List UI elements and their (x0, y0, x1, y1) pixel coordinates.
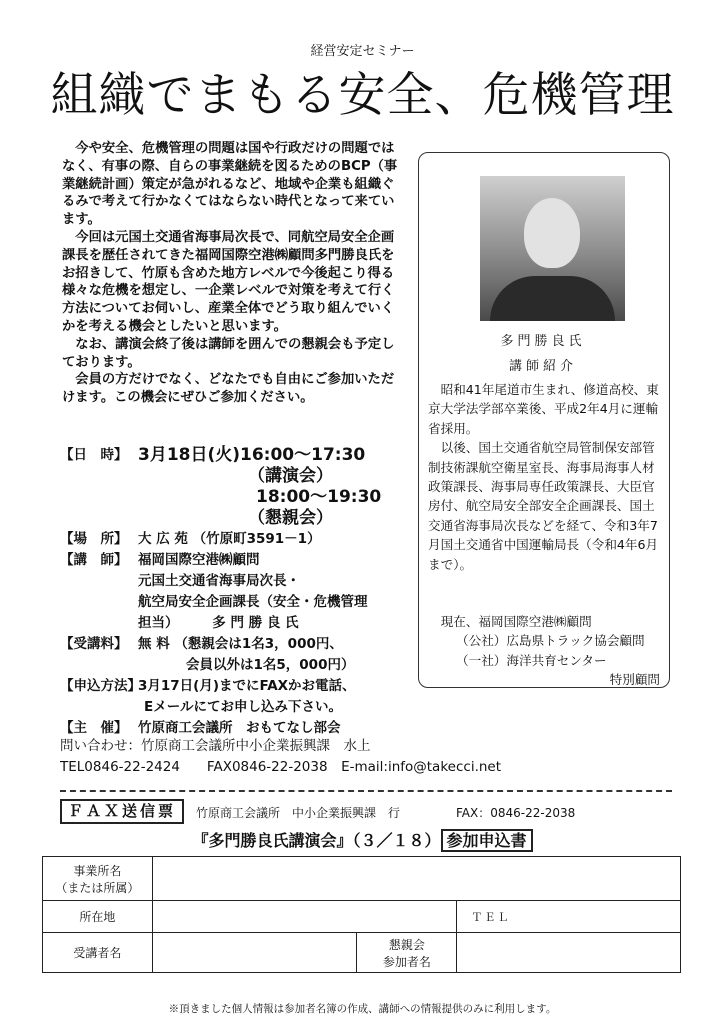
contact-numbers: TEL0846-22-2424 FAX0846-22-2038 E-mail:info@takecci.net (60, 759, 502, 775)
fax-badge: ＦＡＸ送信票 (60, 799, 184, 824)
lecturer-row (60, 550, 420, 634)
date-line: （講演会） (248, 466, 333, 486)
company-sublabel: （または所属） (55, 880, 140, 895)
intro-paragraph: 今回は元国土交通省海事局次長で、同航空局安全企画課長を歴任されてきた福岡国際空港㈱顧問多門勝良氏をお招きして、竹原も含めた地方レベルで今後起こり得る様々な危機を想定し、一企業レベルで対策を考えて行く方法についてお伺いし、産業全体でどう取り組んでいくかを考える機会としたいと思います。 (62, 229, 395, 334)
attendee-input-cell[interactable] (152, 933, 357, 973)
contact-info (60, 736, 501, 778)
profile-affiliations (428, 612, 660, 690)
lecturer-line: 福岡国際空港㈱顧問 (138, 552, 260, 568)
party-label: 懇親会 (388, 937, 425, 952)
page-title: 組織でまもる安全、危機管理 (50, 68, 675, 123)
place-label: 【場 所】 (60, 531, 128, 547)
fee-label: 【受講料】 (60, 636, 128, 652)
fax-destination: 竹原商工会議所 中小企業振興課 行 (196, 806, 401, 820)
fee-line: 無 料 （懇親会は1名3，000円、 (138, 636, 343, 652)
lecturer-photo (480, 176, 625, 321)
photo-caption: 多門勝良氏 (500, 334, 586, 349)
date-row (60, 445, 420, 529)
intro-paragraph: なお、講演会終了後は講師を囲んでの懇親会も予定しております。 (62, 336, 395, 370)
company-label-cell (43, 857, 153, 901)
application-form (42, 856, 681, 973)
profile-text (428, 380, 660, 574)
company-label: 事業所名 (73, 863, 122, 878)
apply-label: 【申込方法】 (60, 678, 141, 694)
place-value: 大 広 苑 （竹原町3591－1） (138, 531, 321, 547)
profile-paragraph: 以後、国土交通省航空局管制保安部管制技術課航空衛星室長、海事局海事人材政策課長、海事局専任政策課長、大臣官房付、航空局安全部安全企画課長、国土交通省海事局次長などを経て、令和3年7月国土交通省中国運輸局長（令和4年6月まで）。 (428, 440, 659, 572)
fax-number: FAX：0846-22-2038 (456, 806, 576, 820)
affiliation-item: 特別顧問 (609, 672, 660, 688)
host-value: 竹原商工会議所 おもてなし部会 (138, 720, 341, 736)
party-input-cell[interactable] (457, 933, 681, 973)
date-line: 3月18日(火)16:00～17:30 (138, 445, 366, 465)
date-label: 【日 時】 (60, 447, 128, 463)
lecturer-line: 元国土交通省海事局次長・ (138, 573, 300, 589)
apply-line: 3月17日(月)までにFAXかお電話、 (138, 678, 356, 694)
privacy-footnote: ※頂きました個人情報は参加者名簿の作成、講師への情報提供のみに利用します。 (168, 1003, 557, 1015)
form-title-main: 『多門勝良氏講演会』（３／１８） (192, 831, 441, 850)
inquiry-line: 問い合わせ：竹原商工会議所中小企業振興課 水上 (60, 738, 371, 754)
address-input-cell[interactable] (152, 901, 456, 933)
intro-paragraph: 今や安全、危機管理の問題は国や行政だけの問題ではなく、有事の際、自らの事業継続を図るためのBCP（事業継続計画）策定が急がれるなど、地域や企業も組織ぐるみで考えて行かなくてはならない時代となって来ています。 (62, 141, 398, 228)
company-input-cell[interactable] (152, 857, 680, 901)
intro-paragraph: 会員の方だけでなく、どなたでも自由にご参加いただけます。この機会にぜひご参加ください。 (62, 372, 395, 406)
attendee-label: 受講者名 (43, 933, 153, 973)
party-sublabel: 参加者名 (382, 954, 431, 969)
form-title-box: 参加申込書 (441, 829, 533, 852)
fee-row (60, 634, 420, 676)
host-label: 【主 催】 (60, 720, 128, 736)
date-line: （懇親会） (248, 508, 333, 528)
date-line: 18:00～19:30 (256, 487, 382, 507)
cut-line (60, 790, 672, 792)
form-title (0, 828, 725, 851)
profile-paragraph: 昭和41年尾道市生まれ、修道高校、東京大学法学部卒業後、平成2年4月に運輸省採用。 (428, 382, 659, 436)
party-label-cell (357, 933, 457, 973)
fee-line: 会員以外は1名5，000円） (186, 657, 355, 673)
affiliation-item: （一社）海洋共育センター (456, 652, 607, 668)
event-details (60, 445, 420, 739)
apply-line: Eメールにてお申し込み下さい。 (144, 699, 342, 715)
intro-text (62, 140, 402, 407)
apply-row (60, 676, 420, 718)
address-label: 所在地 (43, 901, 153, 933)
tel-label[interactable]: ＴＥＬ (457, 901, 681, 933)
lecturer-line: 担当） 多 門 勝 良 氏 (138, 615, 299, 631)
lecturer-label: 【講 師】 (60, 552, 128, 568)
lecturer-line: 航空局安全企画課長（安全・危機管理 (138, 594, 368, 610)
seminar-subtitle: 経営安定セミナー (310, 44, 415, 59)
profile-heading: 講師紹介 (508, 359, 577, 374)
affiliation-item: （公社）広島県トラック協会顧問 (456, 633, 645, 649)
place-row (60, 529, 420, 550)
current-position: 現在、福岡国際空港㈱顧問 (440, 614, 592, 629)
